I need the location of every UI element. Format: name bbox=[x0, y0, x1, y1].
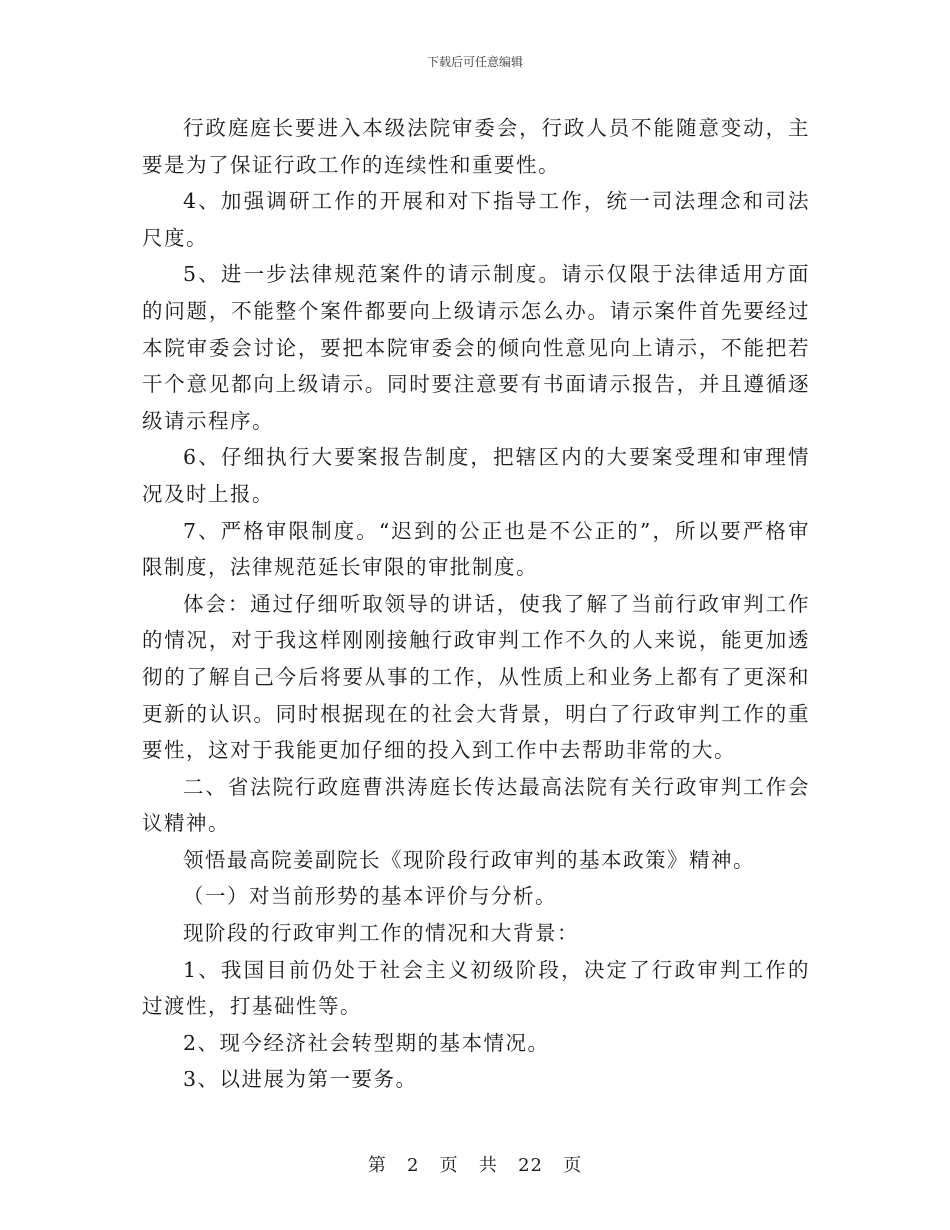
document-body bbox=[142, 110, 810, 1098]
footer-current-page: 2 bbox=[407, 1155, 420, 1176]
paragraph: 6、仔细执行大要案报告制度，把辖区内的大要案受理和审理情况及时上报。 bbox=[142, 445, 810, 506]
paragraph: 5、进一步法律规范案件的请示制度。请示仅限于法律适用方面的问题，不能整个案件都要向上级请示怎么办。请示案件首先要经过本院审委会讨论，要把本院审委会的倾向性意见向上请示，不能把若干个意见都向上级请示。同时要注意要有书面请示报告，并且遵循逐级请示程序。 bbox=[142, 262, 810, 433]
page-footer bbox=[0, 1154, 950, 1178]
paragraph: 4、加强调研工作的开展和对下指导工作，统一司法理念和司法尺度。 bbox=[142, 189, 810, 250]
paragraph: 2、现今经济社会转型期的基本情况。 bbox=[183, 1030, 550, 1055]
paragraph: 行政庭庭长要进入本级法院审委会，行政人员不能随意变动，主要是为了保证行政工作的连续性和重要性。 bbox=[142, 116, 810, 177]
footer-total-word: 共 bbox=[478, 1155, 498, 1176]
page-header: 下载后可任意编辑 bbox=[426, 55, 523, 69]
footer-prefix: 第 bbox=[367, 1155, 387, 1176]
footer-suffix: 页 bbox=[563, 1155, 583, 1176]
paragraph: 3、以进展为第一要务。 bbox=[183, 1067, 418, 1092]
paragraph: 1、我国目前仍处于社会主义初级阶段，决定了行政审判工作的过渡性，打基础性等。 bbox=[142, 957, 810, 1019]
footer-page-word: 页 bbox=[439, 1155, 459, 1176]
footer-total-pages: 22 bbox=[518, 1155, 543, 1176]
paragraph: 7、严格审限制度。“迟到的公正也是不公正的”，所以要严格审限制度，法律规范延长审限的审批制度。 bbox=[142, 518, 810, 580]
paragraph: 体会：通过仔细听取领导的讲话，使我了解了当前行政审判工作的情况，对于我这样刚刚接触行政审判工作不久的人来说，能更加透彻的了解自己今后将要从事的工作，从性质上和业务上都有了更深和更新的认识。同时根据现在的社会大背景，明白了行政审判工作的重要性，这对于我能更加仔细的投入到工作中去帮助非常的大。 bbox=[142, 591, 810, 763]
paragraph: 现阶段的行政审判工作的情况和大背景： bbox=[183, 921, 579, 946]
paragraph: 二、省法院行政庭曹洪涛庭长传达最高法院有关行政审判工作会议精神。 bbox=[142, 774, 810, 836]
paragraph: 领悟最高院姜副院长《现阶段行政审判的基本政策》精神。 bbox=[183, 847, 755, 872]
paragraph: （一）对当前形势的基本评价与分析。 bbox=[183, 884, 557, 909]
